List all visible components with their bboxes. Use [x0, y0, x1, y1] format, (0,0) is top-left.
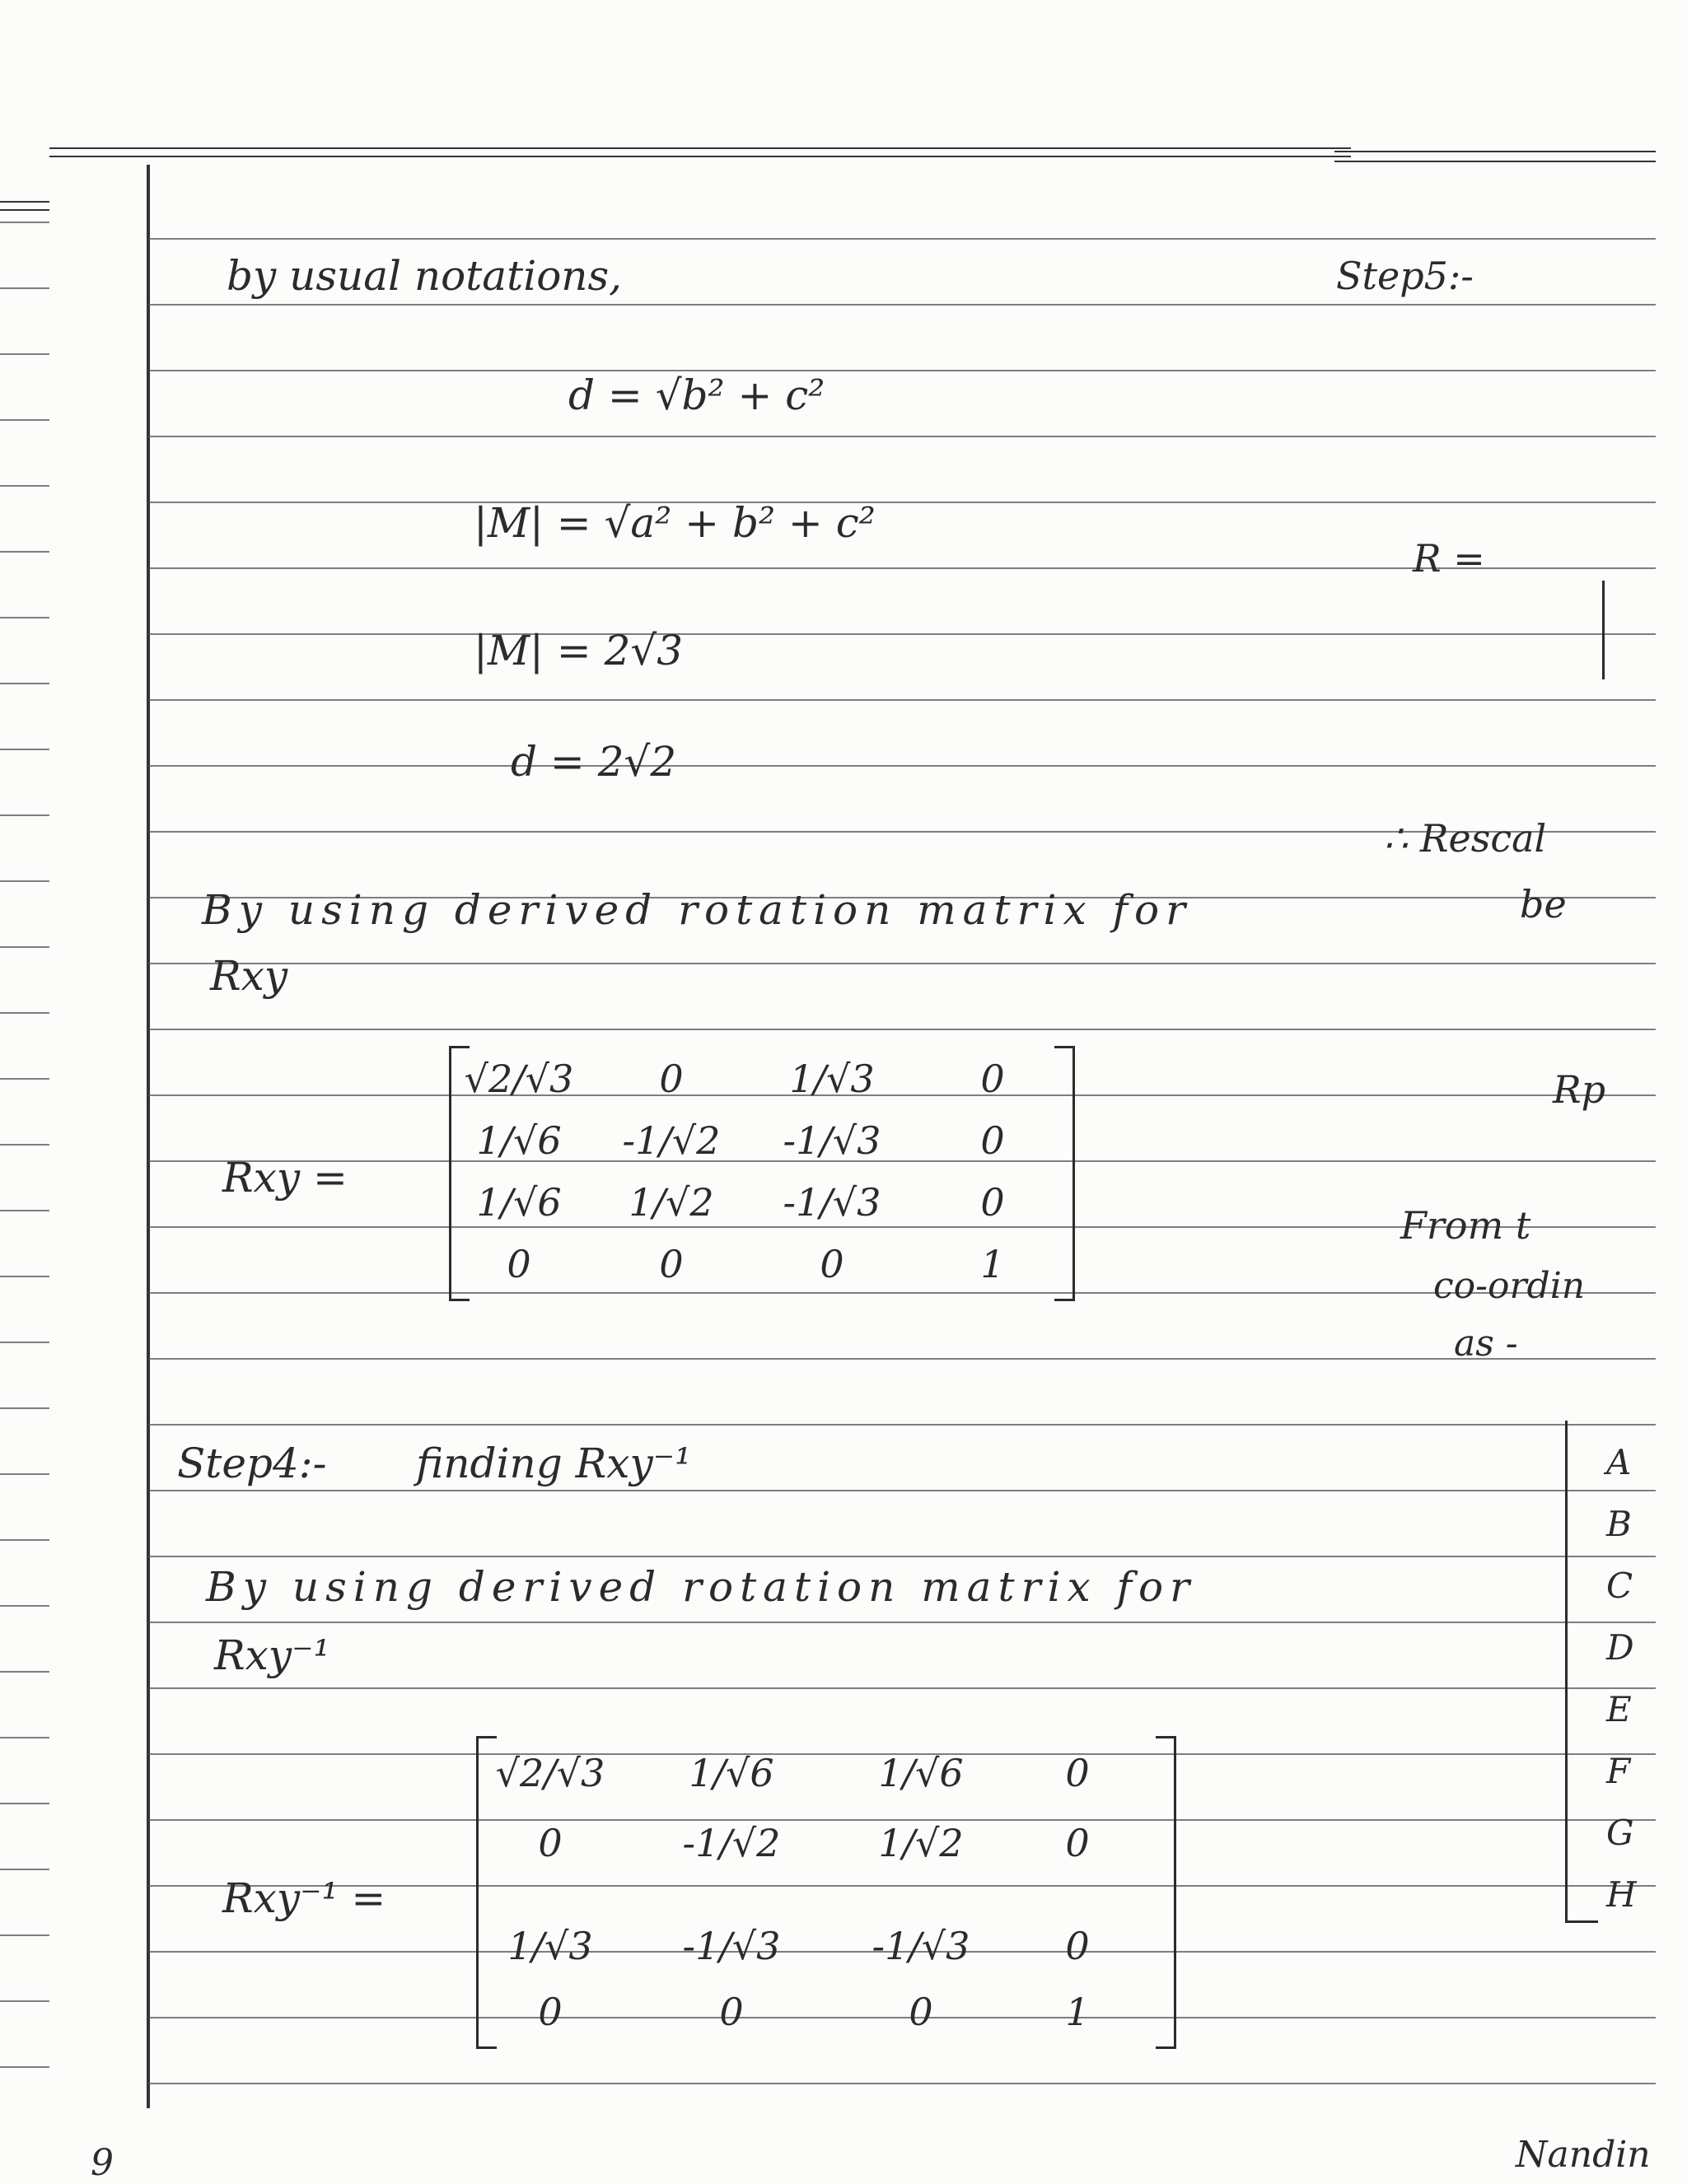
- rxy-matrix: [449, 1046, 1075, 1301]
- margin-step5: Step5:-: [1336, 254, 1474, 298]
- step4-title: finding Rxy⁻¹: [416, 1440, 692, 1487]
- margin-from: From t: [1400, 1203, 1531, 1248]
- matrix-cell: 1: [1065, 1990, 1090, 2034]
- margin-point-label: A: [1606, 1442, 1632, 1482]
- matrix-row: [476, 1987, 1176, 2037]
- margin-point-label: E: [1606, 1689, 1632, 1729]
- footer-page-mark: 9: [91, 2142, 114, 2184]
- matrix-cell: -1/√2: [622, 1118, 721, 1163]
- matrix-cell: 1/√6: [476, 1180, 562, 1225]
- matrix-cell: 0: [980, 1118, 1005, 1163]
- margin-r-equals: R =: [1413, 536, 1485, 581]
- matrix-cell: -1/√3: [872, 1924, 970, 1968]
- intro-text: by usual notations,: [227, 252, 623, 300]
- paragraph-2-line-2: Rxy⁻¹: [214, 1631, 330, 1679]
- matrix-cell: 1/√6: [689, 1751, 774, 1795]
- matrix-cell: √2/√3: [464, 1057, 574, 1101]
- matrix-cell: 0: [980, 1180, 1005, 1225]
- margin-point-label: F: [1606, 1751, 1631, 1791]
- matrix-row: [476, 1748, 1176, 1798]
- matrix-cell: 0: [1065, 1924, 1090, 1968]
- margin-as: as -: [1454, 1323, 1518, 1365]
- matrix-cell: -1/√3: [783, 1180, 881, 1225]
- matrix-cell: -1/√3: [682, 1924, 781, 1968]
- matrix-cell: 0: [1065, 1821, 1090, 1865]
- rxy-inverse-label: Rxy⁻¹ =: [222, 1874, 386, 1922]
- matrix-cell: 0: [659, 1057, 684, 1101]
- matrix-row: [476, 1818, 1176, 1868]
- matrix-cell: 1/√2: [629, 1180, 714, 1225]
- step4-label: Step4:-: [177, 1440, 327, 1487]
- matrix-row: [449, 1116, 1075, 1165]
- equation-d-value: d = 2√2: [511, 738, 677, 786]
- matrix-cell: 0: [538, 1990, 563, 2034]
- matrix-cell: 1/√2: [878, 1821, 964, 1865]
- equation-magnitude: |M| = √a² + b² + c²: [474, 499, 876, 547]
- margin-rp: Rp: [1553, 1067, 1606, 1112]
- matrix-cell: 1/√3: [789, 1057, 875, 1101]
- matrix-cell: 0: [507, 1242, 531, 1286]
- rxy-inverse-matrix: [476, 1736, 1176, 2049]
- margin-point-label: B: [1606, 1504, 1632, 1544]
- margin-point-label: C: [1606, 1566, 1633, 1606]
- equation-d: d = √b² + c²: [568, 371, 825, 419]
- margin-point-label: D: [1606, 1627, 1634, 1668]
- matrix-row: [449, 1239, 1075, 1289]
- margin-be: be: [1520, 882, 1567, 926]
- matrix-cell: 0: [659, 1242, 684, 1286]
- matrix-cell: -1/√2: [682, 1821, 781, 1865]
- margin-r-bracket: [1602, 581, 1605, 679]
- matrix-cell: 1/√3: [507, 1924, 593, 1968]
- matrix-cell: 1/√6: [476, 1118, 562, 1163]
- margin-point-label: G: [1606, 1813, 1634, 1853]
- paragraph-1-line-2: Rxy: [210, 952, 288, 1000]
- matrix-cell: 0: [820, 1242, 844, 1286]
- margin-points-bracket-foot: [1565, 1920, 1598, 1923]
- matrix-row: [449, 1054, 1075, 1104]
- rxy-label: Rxy =: [222, 1154, 348, 1202]
- matrix-cell: 0: [1065, 1751, 1090, 1795]
- matrix-row: [476, 1921, 1176, 1971]
- matrix-row: [449, 1178, 1075, 1227]
- equation-magnitude-value: |M| = 2√3: [474, 627, 684, 674]
- margin-rescaled: ∴ Rescal: [1384, 816, 1547, 861]
- matrix-cell: 1: [980, 1242, 1005, 1286]
- matrix-cell: -1/√3: [783, 1118, 881, 1163]
- margin-coordin: co-ordin: [1433, 1265, 1586, 1307]
- matrix-cell: 0: [980, 1057, 1005, 1101]
- matrix-cell: 0: [719, 1990, 744, 2034]
- matrix-cell: √2/√3: [495, 1751, 605, 1795]
- paragraph-1-line-1: By using derived rotation matrix for: [202, 886, 1193, 934]
- paragraph-2-line-1: By using derived rotation matrix for: [206, 1563, 1197, 1611]
- footer-name: Nandin: [1516, 2134, 1651, 2176]
- matrix-cell: 0: [909, 1990, 933, 2034]
- matrix-cell: 1/√6: [878, 1751, 964, 1795]
- margin-points-bracket: [1565, 1421, 1568, 1923]
- margin-point-label: H: [1606, 1874, 1637, 1915]
- matrix-cell: 0: [538, 1821, 563, 1865]
